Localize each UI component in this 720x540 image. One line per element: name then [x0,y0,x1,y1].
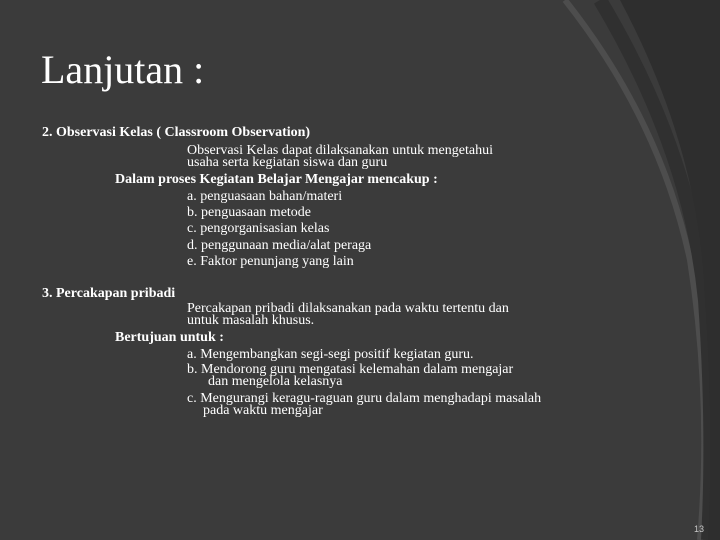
section2-heading: 2. Observasi Kelas ( Classroom Observation) [42,125,311,140]
section2-item-b: b. penguasaan metode [187,205,312,220]
section2-item-a: a. penguasaan bahan/materi [187,189,343,204]
section2-item-d: d. penggunaan media/alat peraga [187,238,372,253]
section2-item-e: e. Faktor penunjang yang lain [187,254,354,269]
section3-desc-line1: Percakapan pribadi dilaksanakan pada waktu tertentu dan [187,301,509,316]
section3-item-c-line1: c. Mengurangi keragu-raguan guru dalam menghadapi masalah [187,391,542,406]
section3-heading: 3. Percakapan pribadi [42,286,176,301]
section2-desc-line1: Observasi Kelas dapat dilaksanakan untuk mengetahui [187,143,493,158]
section2-subheading: Dalam proses Kegiatan Belajar Mengajar mencakup : [115,172,438,187]
page-number: 13 [693,524,704,534]
section3-item-a: a. Mengembangkan segi-segi positif kegiatan guru. [187,347,474,362]
section3-desc-line2: untuk masalah khusus. [187,313,315,328]
section2-desc-line2: usaha serta kegiatan siswa dan guru [187,155,388,170]
section3-item-b-line2: dan mengelola kelasnya [208,374,343,389]
slide-title: Lanjutan : [41,47,205,92]
section3-item-c-line2: pada waktu mengajar [203,403,323,418]
section3-subheading: Bertujuan untuk : [115,330,224,345]
section2-item-c: c. pengorganisasian kelas [187,221,330,236]
section3-item-b-line1: b. Mendorong guru mengatasi kelemahan dalam mengajar [187,362,514,377]
